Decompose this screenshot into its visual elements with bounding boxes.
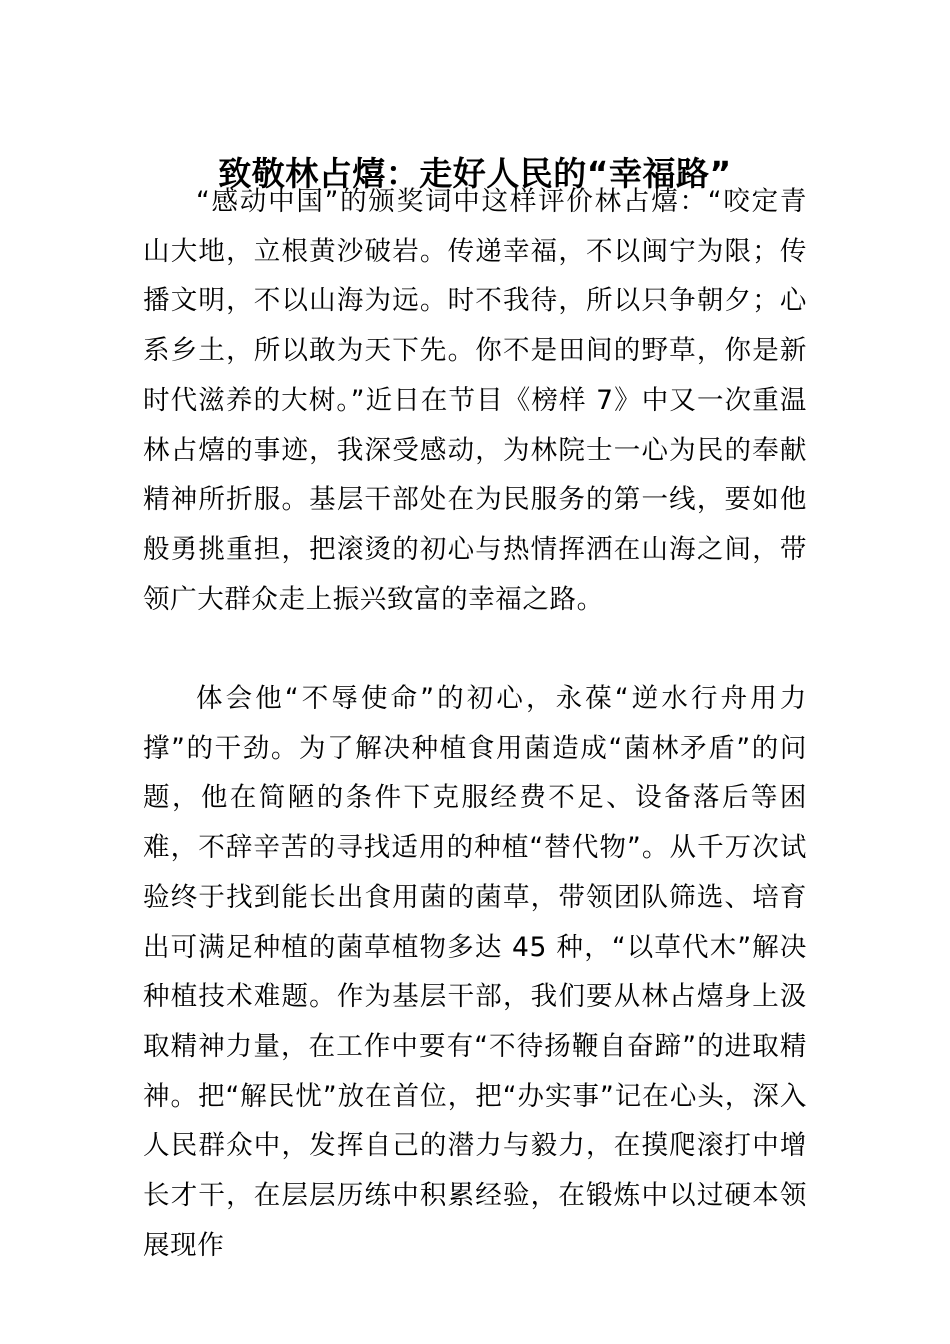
- document-title: 致敬林占熺：走好人民的“幸福路”: [218, 154, 732, 194]
- paragraph-1: “感动中国”的颁奖词中这样评价林占熺：“咬定青山大地，立根黄沙破岩。传递幸福，不以闽宁为限；传播文明，不以山海为远。时不我待，所以只争朝夕；心系乡土，所以敢为天下先。你不是田间的野草，你是新时代滋养的大树。”近日在节目《榜样 7》中又一次重温林占熺的事迹，我深受感动，为林院士一心为民的奉献精神所折服。基层干部处在为民服务的第一线，要如他般勇挑重担，把滚烫的初心与热情挥洒在山海之间，带领广大群众走上振兴致富的幸福之路。: [143, 186, 807, 615]
- paragraph-2: 体会他“不辱使命”的初心，永葆“逆水行舟用力撑”的干劲。为了解决种植食用菌造成“菌林矛盾”的问题，他在简陋的条件下克服经费不足、设备落后等困难，不辞辛苦的寻找适用的种植“替代物”。从千万次试验终于找到能长出食用菌的菌草，带领团队筛选、培育出可满足种植的菌草植物多达 45 种，“以草代木”解决种植技术难题。作为基层干部，我们要从林占熺身上汲取精神力量，在工作中要有“不待扬鞭自奋蹄”的进取精神。把“解民忧”放在首位，把“办实事”记在心头，深入人民群众中，发挥自己的潜力与毅力，在摸爬滚打中增长才干，在层层历练中积累经验，在锻炼中以过硬本领展现作: [143, 683, 807, 1261]
